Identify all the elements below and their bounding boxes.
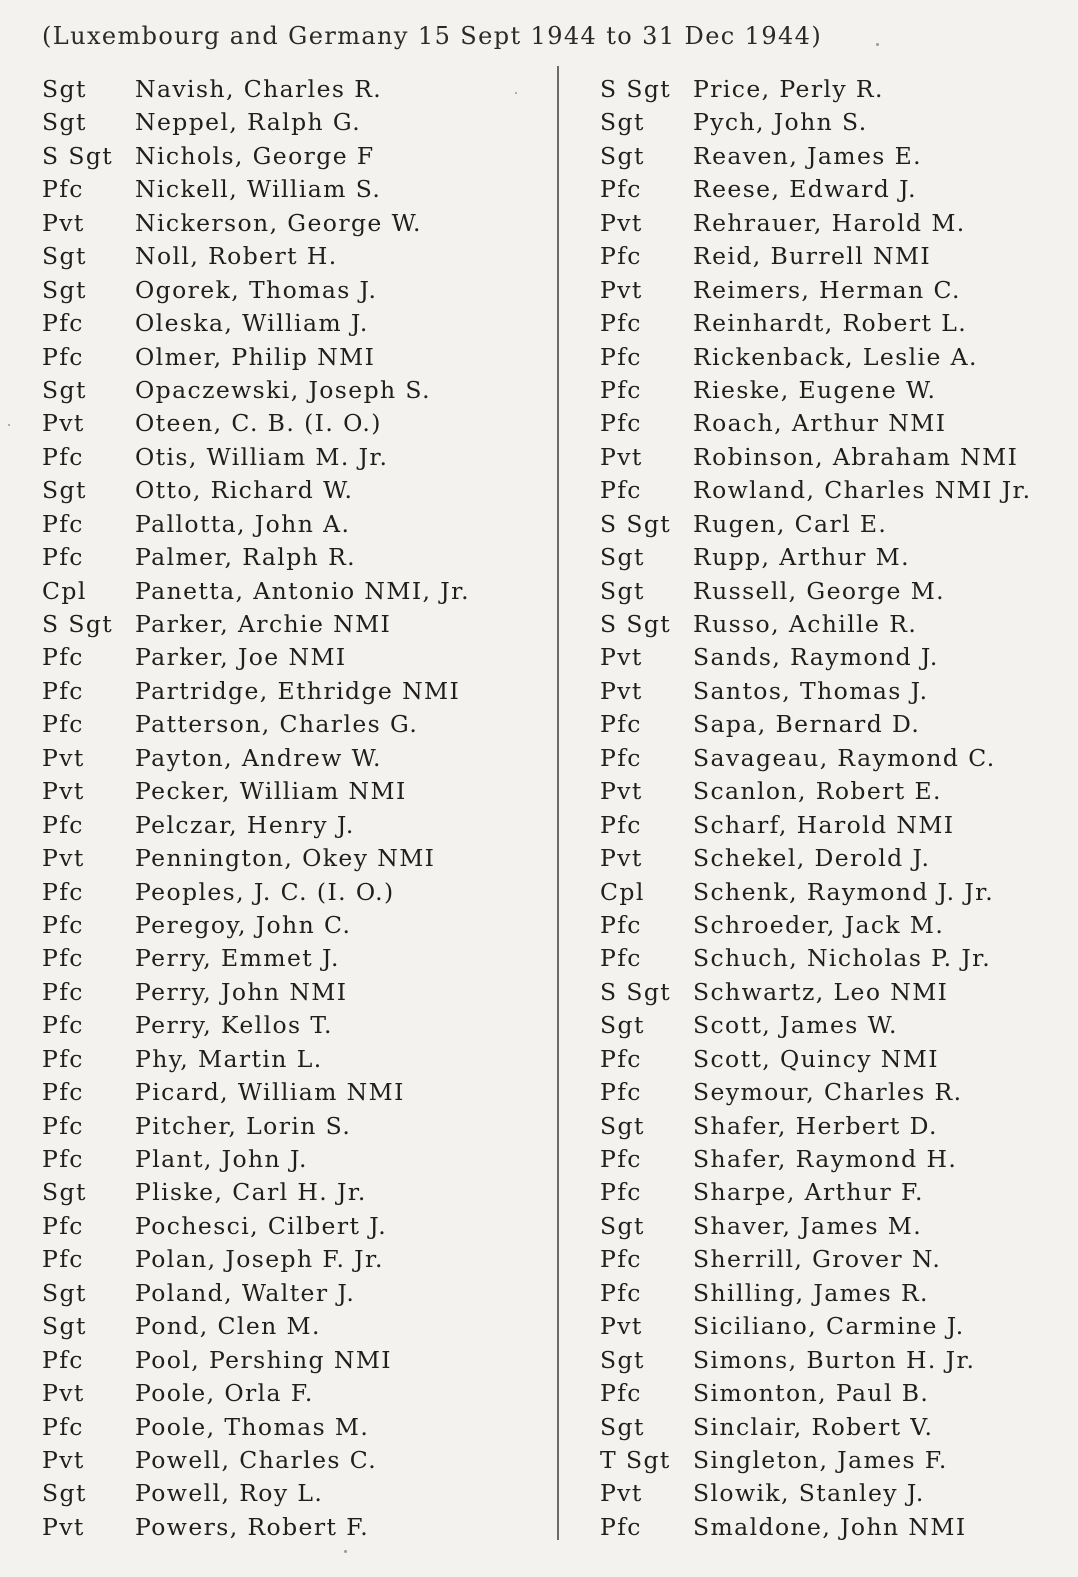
rank: Sgt xyxy=(42,1278,87,1307)
soldier-name: Reese, Edward J. xyxy=(693,175,917,204)
roster-entry xyxy=(42,407,552,440)
roster-entry xyxy=(42,1511,552,1544)
roster-entry xyxy=(42,1210,552,1243)
rank: Pfc xyxy=(42,1111,84,1140)
roster-entry xyxy=(42,809,552,842)
roster-entry xyxy=(600,407,1070,440)
rank: T Sgt xyxy=(600,1445,671,1474)
soldier-name: Nichols, George F xyxy=(135,141,375,170)
soldier-name: Shafer, Raymond H. xyxy=(693,1145,958,1173)
rank: Pfc xyxy=(42,1011,84,1040)
rank: Pfc xyxy=(42,309,84,338)
roster-entry xyxy=(600,675,1070,708)
rank: Pvt xyxy=(600,676,643,705)
soldier-name: Powell, Roy L. xyxy=(135,1479,324,1508)
roster-entry xyxy=(600,1143,1070,1176)
soldier-name: Oteen, C. B. (I. O.) xyxy=(135,409,382,438)
rank: Pfc xyxy=(600,409,642,438)
soldier-name: Schenk, Raymond J. Jr. xyxy=(693,877,995,906)
soldier-name: Reinhardt, Robert L. xyxy=(693,309,968,338)
rank: Pfc xyxy=(42,710,84,739)
soldier-name: Shaver, James M. xyxy=(693,1211,923,1240)
roster-entry xyxy=(42,1344,552,1377)
roster-entry xyxy=(600,173,1070,206)
soldier-name: Powers, Robert F. xyxy=(135,1512,370,1541)
roster-entry xyxy=(42,1310,552,1343)
roster-entry xyxy=(600,1076,1070,1109)
rank: Pvt xyxy=(600,844,643,873)
soldier-name: Pool, Pershing NMI xyxy=(135,1345,392,1374)
soldier-name: Poole, Thomas M. xyxy=(135,1412,370,1441)
roster-entry xyxy=(42,1444,552,1477)
roster-entry xyxy=(42,842,552,875)
soldier-name: Pych, John S. xyxy=(693,108,868,137)
soldier-name: Scanlon, Robert E. xyxy=(693,777,942,806)
roster-entry xyxy=(600,240,1070,273)
rank: Pfc xyxy=(600,1278,642,1307)
rank: Pvt xyxy=(600,777,643,806)
rank: Pfc xyxy=(600,810,642,839)
rank: Pvt xyxy=(42,1512,85,1541)
roster-entry xyxy=(42,73,552,106)
roster-entry xyxy=(42,541,552,574)
roster-entry xyxy=(42,1043,552,1076)
rank: Pvt xyxy=(42,208,85,237)
rank: Sgt xyxy=(42,1312,87,1341)
roster-entry xyxy=(600,1176,1070,1209)
rank: Pfc xyxy=(600,1512,642,1541)
roster-entry xyxy=(42,1477,552,1510)
soldier-name: Robinson, Abraham NMI xyxy=(693,442,1019,471)
soldier-name: Nickell, William S. xyxy=(135,175,382,204)
rank: S Sgt xyxy=(600,610,672,638)
rank: Cpl xyxy=(42,576,87,605)
roster-entry xyxy=(42,441,552,474)
soldier-name: Phy, Martin L. xyxy=(135,1044,323,1073)
soldier-name: Simonton, Paul B. xyxy=(693,1379,930,1408)
roster-entry xyxy=(600,1277,1070,1310)
roster-entry xyxy=(42,1411,552,1444)
soldier-name: Singleton, James F. xyxy=(693,1445,948,1474)
paper-speck xyxy=(876,43,879,46)
rank: Sgt xyxy=(600,1011,645,1040)
rank: Pfc xyxy=(600,910,642,939)
rank: Sgt xyxy=(42,75,87,103)
roster-entry xyxy=(600,73,1070,106)
rank: Sgt xyxy=(600,1412,645,1441)
roster-entry xyxy=(600,1511,1070,1544)
soldier-name: Nickerson, George W. xyxy=(135,208,422,237)
roster-entry xyxy=(42,207,552,240)
roster-entry xyxy=(42,708,552,741)
rank: Sgt xyxy=(600,1345,645,1374)
soldier-name: Peoples, J. C. (I. O.) xyxy=(135,877,395,906)
soldier-name: Reimers, Herman C. xyxy=(693,275,961,304)
roster-entry xyxy=(600,641,1070,674)
paper-speck xyxy=(515,92,517,94)
roster-entry xyxy=(600,106,1070,139)
soldier-name: Schroeder, Jack M. xyxy=(693,910,945,939)
soldier-name: Santos, Thomas J. xyxy=(693,676,929,705)
roster-entry xyxy=(600,474,1070,507)
soldier-name: Perry, Emmet J. xyxy=(135,944,340,973)
soldier-name: Peregoy, John C. xyxy=(135,910,352,939)
roster-entry xyxy=(600,1110,1070,1143)
soldier-name: Roach, Arthur NMI xyxy=(693,409,947,438)
soldier-name: Polan, Joseph F. Jr. xyxy=(135,1245,384,1274)
rank: Pfc xyxy=(42,1245,84,1274)
roster-entry xyxy=(42,1243,552,1276)
roster-entry xyxy=(42,641,552,674)
rank: Sgt xyxy=(600,1211,645,1240)
rank: Sgt xyxy=(42,476,87,505)
soldier-name: Noll, Robert H. xyxy=(135,242,338,271)
column-divider xyxy=(557,66,559,1540)
soldier-name: Perry, Kellos T. xyxy=(135,1011,333,1040)
rank: Pfc xyxy=(600,175,642,204)
rank: S Sgt xyxy=(600,509,672,538)
rank: Pfc xyxy=(42,977,84,1006)
roster-entry xyxy=(42,173,552,206)
roster-entry xyxy=(600,1310,1070,1343)
rank: Pfc xyxy=(600,309,642,338)
roster-entry xyxy=(42,140,552,173)
soldier-name: Russo, Achille R. xyxy=(693,610,918,638)
roster-entry xyxy=(600,541,1070,574)
soldier-name: Shilling, James R. xyxy=(693,1278,929,1307)
soldier-name: Pitcher, Lorin S. xyxy=(135,1111,352,1140)
soldier-name: Shafer, Herbert D. xyxy=(693,1111,938,1140)
rank: Pfc xyxy=(600,1245,642,1274)
rank: Pvt xyxy=(42,777,85,806)
rank: Pfc xyxy=(600,476,642,505)
roster-entry xyxy=(600,140,1070,173)
rank: Pfc xyxy=(600,710,642,739)
rank: Pfc xyxy=(600,375,642,404)
rank: Pfc xyxy=(42,509,84,538)
soldier-name: Russell, George M. xyxy=(693,576,946,605)
roster-entry xyxy=(600,1009,1070,1042)
roster-entry xyxy=(600,742,1070,775)
roster-entry xyxy=(600,1243,1070,1276)
soldier-name: Otis, William M. Jr. xyxy=(135,442,389,471)
roster-entry xyxy=(42,1076,552,1109)
rank: Pfc xyxy=(42,877,84,906)
paper-speck xyxy=(344,1550,347,1553)
roster-entry xyxy=(600,842,1070,875)
rank: Pfc xyxy=(600,242,642,271)
rank: Pfc xyxy=(42,1412,84,1441)
roster-entry xyxy=(600,307,1070,340)
soldier-name: Rieske, Eugene W. xyxy=(693,375,937,404)
roster-entry xyxy=(600,909,1070,942)
roster-entry xyxy=(600,775,1070,808)
soldier-name: Sapa, Bernard D. xyxy=(693,710,921,739)
soldier-name: Scharf, Harold NMI xyxy=(693,810,955,839)
roster-entry xyxy=(42,608,552,641)
roster-entry xyxy=(42,1110,552,1143)
rank: Sgt xyxy=(42,275,87,304)
rank: Sgt xyxy=(42,375,87,404)
roster-entry xyxy=(42,106,552,139)
soldier-name: Rowland, Charles NMI Jr. xyxy=(693,476,1032,505)
roster-entry xyxy=(42,1143,552,1176)
rank: Pvt xyxy=(42,844,85,873)
soldier-name: Schwartz, Leo NMI xyxy=(693,977,949,1006)
roster-entry xyxy=(42,976,552,1009)
soldier-name: Neppel, Ralph G. xyxy=(135,108,362,137)
rank: Pvt xyxy=(42,409,85,438)
roster-entry xyxy=(600,508,1070,541)
soldier-name: Sands, Raymond J. xyxy=(693,643,939,672)
rank: Sgt xyxy=(42,1178,87,1207)
soldier-name: Rehrauer, Harold M. xyxy=(693,208,966,237)
soldier-name: Slowik, Stanley J. xyxy=(693,1479,925,1508)
soldier-name: Navish, Charles R. xyxy=(135,75,383,103)
soldier-name: Poole, Orla F. xyxy=(135,1379,314,1408)
rank: Pfc xyxy=(42,543,84,572)
rank: Pfc xyxy=(42,1211,84,1240)
rank: Pvt xyxy=(42,743,85,772)
soldier-name: Sharpe, Arthur F. xyxy=(693,1178,924,1207)
rank: Sgt xyxy=(600,1111,645,1140)
rank: Pvt xyxy=(42,1379,85,1408)
soldier-name: Otto, Richard W. xyxy=(135,476,354,505)
roster-entry xyxy=(600,809,1070,842)
rank: Sgt xyxy=(42,242,87,271)
rank: Pfc xyxy=(42,676,84,705)
soldier-name: Siciliano, Carmine J. xyxy=(693,1312,965,1341)
roster-entry xyxy=(600,274,1070,307)
rank: Pfc xyxy=(42,1078,84,1107)
soldier-name: Perry, John NMI xyxy=(135,977,348,1006)
roster-entry xyxy=(600,374,1070,407)
soldier-name: Parker, Archie NMI xyxy=(135,610,392,638)
rank: Cpl xyxy=(600,877,645,906)
rank: Sgt xyxy=(600,543,645,572)
rank: Pfc xyxy=(42,944,84,973)
roster-entry xyxy=(600,207,1070,240)
roster-entry xyxy=(42,775,552,808)
left-roster-column xyxy=(42,73,552,1544)
soldier-name: Pelczar, Henry J. xyxy=(135,810,355,839)
rank: Pvt xyxy=(42,1445,85,1474)
roster-entry xyxy=(42,675,552,708)
roster-entry xyxy=(42,909,552,942)
roster-entry xyxy=(600,942,1070,975)
soldier-name: Palmer, Ralph R. xyxy=(135,543,357,572)
rank: S Sgt xyxy=(42,141,114,170)
rank: Pfc xyxy=(42,910,84,939)
soldier-name: Panetta, Antonio NMI, Jr. xyxy=(135,576,471,605)
soldier-name: Pecker, William NMI xyxy=(135,777,407,806)
rank: Pfc xyxy=(600,1379,642,1408)
roster-entry xyxy=(600,1377,1070,1410)
rank: S Sgt xyxy=(42,610,114,638)
soldier-name: Pochesci, Cilbert J. xyxy=(135,1211,388,1240)
soldier-name: Rugen, Carl E. xyxy=(693,509,888,538)
roster-entry xyxy=(42,240,552,273)
rank: Pfc xyxy=(600,1044,642,1073)
roster-entry xyxy=(42,876,552,909)
soldier-name: Rupp, Arthur M. xyxy=(693,543,911,572)
soldier-name: Olmer, Philip NMI xyxy=(135,342,376,371)
rank: Pfc xyxy=(42,442,84,471)
rank: Pfc xyxy=(42,643,84,672)
roster-entry xyxy=(600,876,1070,909)
roster-entry xyxy=(42,1009,552,1042)
rank: S Sgt xyxy=(600,75,672,103)
roster-entry xyxy=(42,1176,552,1209)
soldier-name: Picard, William NMI xyxy=(135,1078,405,1107)
roster-entry xyxy=(600,441,1070,474)
roster-entry xyxy=(600,1043,1070,1076)
rank: Pvt xyxy=(600,442,643,471)
soldier-name: Parker, Joe NMI xyxy=(135,643,347,672)
soldier-name: Opaczewski, Joseph S. xyxy=(135,375,431,404)
soldier-name: Plant, John J. xyxy=(135,1145,308,1173)
soldier-name: Pennington, Okey NMI xyxy=(135,844,436,873)
roster-entry xyxy=(600,976,1070,1009)
rank: Pvt xyxy=(600,643,643,672)
rank: Sgt xyxy=(42,1479,87,1508)
rank: Pfc xyxy=(42,175,84,204)
roster-entry xyxy=(600,575,1070,608)
soldier-name: Oleska, William J. xyxy=(135,309,369,338)
roster-entry xyxy=(42,942,552,975)
roster-entry xyxy=(600,708,1070,741)
roster-entry xyxy=(600,1477,1070,1510)
soldier-name: Savageau, Raymond C. xyxy=(693,743,996,772)
rank: Sgt xyxy=(600,576,645,605)
rank: Pfc xyxy=(42,342,84,371)
rank: Sgt xyxy=(42,108,87,137)
soldier-name: Pallotta, John A. xyxy=(135,509,351,538)
roster-entry xyxy=(42,1377,552,1410)
rank: Pfc xyxy=(600,944,642,973)
roster-entry xyxy=(600,1344,1070,1377)
soldier-name: Scott, Quincy NMI xyxy=(693,1044,939,1073)
soldier-name: Sinclair, Robert V. xyxy=(693,1412,934,1441)
rank: Pfc xyxy=(600,342,642,371)
roster-entry xyxy=(600,1210,1070,1243)
soldier-name: Price, Perly R. xyxy=(693,75,884,103)
soldier-name: Rickenback, Leslie A. xyxy=(693,342,978,371)
soldier-name: Reaven, James E. xyxy=(693,141,923,170)
rank: S Sgt xyxy=(600,977,672,1006)
roster-entry xyxy=(600,341,1070,374)
soldier-name: Pliske, Carl H. Jr. xyxy=(135,1178,367,1207)
roster-entry xyxy=(42,474,552,507)
paper-speck xyxy=(8,424,10,426)
rank: Pvt xyxy=(600,1312,643,1341)
roster-entry xyxy=(42,307,552,340)
rank: Pvt xyxy=(600,275,643,304)
soldier-name: Reid, Burrell NMI xyxy=(693,242,932,271)
roster-entry xyxy=(42,274,552,307)
roster-entry xyxy=(600,608,1070,641)
roster-entry xyxy=(600,1411,1070,1444)
soldier-name: Powell, Charles C. xyxy=(135,1445,378,1474)
page-header: (Luxembourg and Germany 15 Sept 1944 to 31 Dec 1944) xyxy=(42,22,823,50)
soldier-name: Payton, Andrew W. xyxy=(135,743,382,772)
soldier-name: Simons, Burton H. Jr. xyxy=(693,1345,976,1374)
rank: Sgt xyxy=(600,108,645,137)
soldier-name: Patterson, Charles G. xyxy=(135,710,419,739)
roster-entry xyxy=(42,742,552,775)
rank: Pfc xyxy=(600,1178,642,1207)
roster-entry xyxy=(42,575,552,608)
right-roster-column xyxy=(600,73,1070,1544)
rank: Pfc xyxy=(42,1145,84,1173)
rank: Pvt xyxy=(600,208,643,237)
rank: Pvt xyxy=(600,1479,643,1508)
rank: Pfc xyxy=(42,1345,84,1374)
rank: Pfc xyxy=(600,743,642,772)
rank: Pfc xyxy=(600,1145,642,1173)
rank: Pfc xyxy=(600,1078,642,1107)
roster-entry xyxy=(42,1277,552,1310)
rank: Pfc xyxy=(42,1044,84,1073)
soldier-name: Ogorek, Thomas J. xyxy=(135,275,378,304)
soldier-name: Schekel, Derold J. xyxy=(693,844,931,873)
soldier-name: Pond, Clen M. xyxy=(135,1312,321,1341)
roster-entry xyxy=(42,508,552,541)
soldier-name: Sherrill, Grover N. xyxy=(693,1245,942,1274)
rank: Pfc xyxy=(42,810,84,839)
rank: Sgt xyxy=(600,141,645,170)
soldier-name: Scott, James W. xyxy=(693,1011,898,1040)
roster-entry xyxy=(42,341,552,374)
soldier-name: Smaldone, John NMI xyxy=(693,1512,967,1541)
soldier-name: Seymour, Charles R. xyxy=(693,1078,963,1107)
soldier-name: Partridge, Ethridge NMI xyxy=(135,676,461,705)
soldier-name: Schuch, Nicholas P. Jr. xyxy=(693,944,992,973)
soldier-name: Poland, Walter J. xyxy=(135,1278,356,1307)
roster-entry xyxy=(42,374,552,407)
roster-entry xyxy=(600,1444,1070,1477)
